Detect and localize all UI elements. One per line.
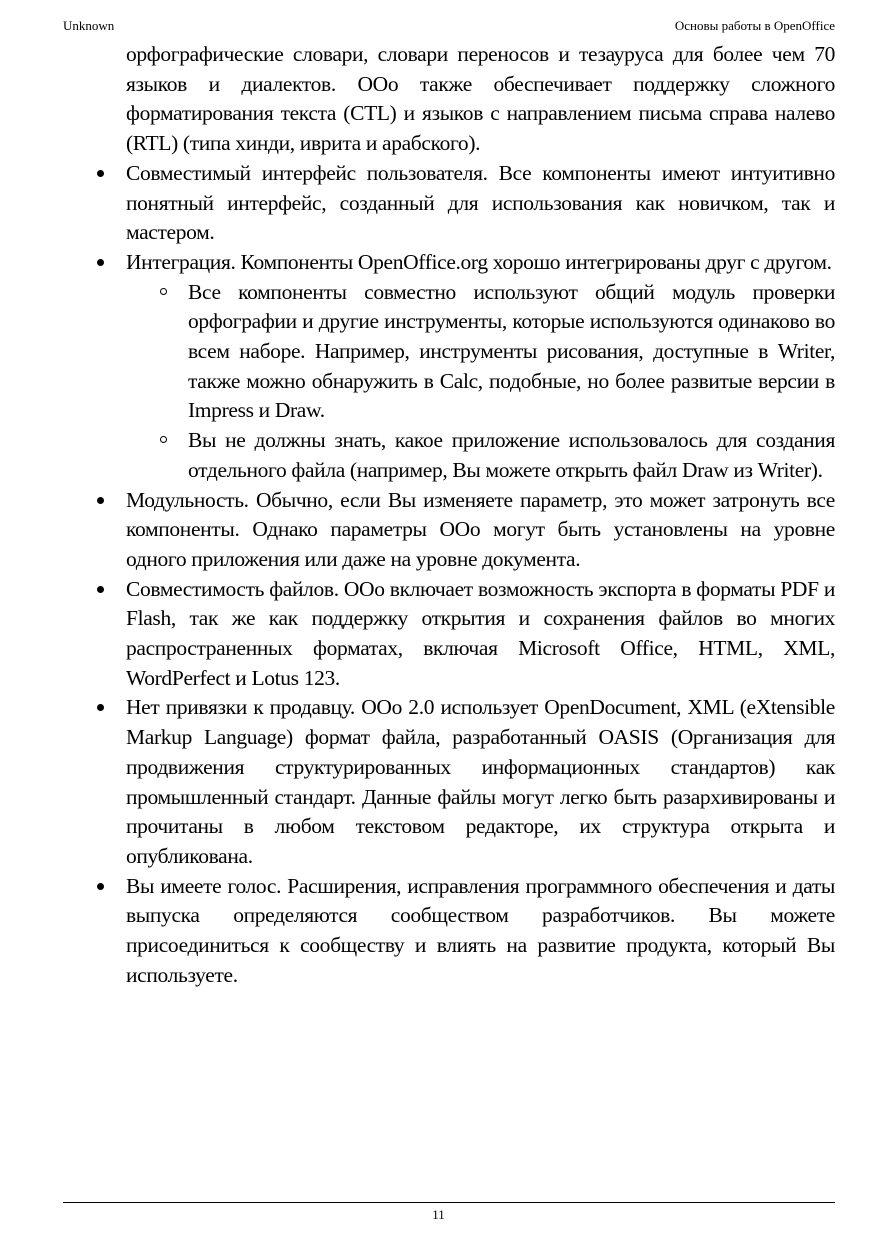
page-header xyxy=(63,16,835,36)
footer-divider xyxy=(63,1202,835,1203)
list-item-vendor-lock: Нет привязки к продавцу. OOo 2.0 использует OpenDocument, XML (eXtensible Markup Language) формат файла, разработанный OASIS (Организация для продвижения структурированных информационных стандартов) как промышленный стандарт. Данные файлы могут легко быть разархивированы и прочитаны в любом текстовом редакторе, их структура открыта и опубликована. xyxy=(126,693,835,871)
page-body xyxy=(126,40,835,991)
list-item-interface: Совместимый интерфейс пользователя. Все компоненты имеют интуитивно понятный интерфейс, созданный для использования как новичком, так и мастером. xyxy=(126,159,835,248)
integration-sub-list xyxy=(188,278,835,486)
sub-list-item-shared-modules: Все компоненты совместно используют общий модуль проверки орфографии и другие инструменты, которые используются одинаково во всем наборе. Например, инструменты рисования, доступные в Writer, также можно обнаружить в Calc, подобные, но более развитые версии в Impress и Draw. xyxy=(188,278,835,427)
intro-paragraph: орфографические словари, словари переносов и тезауруса для более чем 70 языков и диалектов. OOo также обеспечивает поддержку сложного форматирования текста (CTL) и языков с направлением письма справа налево (RTL) (типа хинди, иврита и арабского). xyxy=(126,42,835,156)
list-item-community-voice: Вы имеете голос. Расширения, исправления программного обеспечения и даты выпуска определяются сообществом разработчиков. Вы можете присоединиться к сообществу и влиять на развитие продукта, который Вы используете. xyxy=(126,872,835,991)
page-number: 11 xyxy=(432,1207,445,1222)
list-item-modularity: Модульность. Обычно, если Вы изменяете параметр, это может затронуть все компоненты. Однако параметры OOo могут быть установлены на уровне одного приложения или даже на уровне документа. xyxy=(126,486,835,575)
list-item-file-compatibility: Совместимость файлов. OOo включает возможность экспорта в форматы PDF и Flash, так же как поддержку открытия и сохранения файлов во многих распространенных форматах, включая Microsoft Office, HTML, XML, WordPerfect и Lotus 123. xyxy=(126,575,835,694)
header-document-title: Основы работы в OpenOffice xyxy=(674,18,835,33)
header-left-text: Unknown xyxy=(63,18,115,33)
sub-list-item-file-origin: Вы не должны знать, какое приложение использовалось для создания отдельного файла (например, Вы можете открыть файл Draw из Writer). xyxy=(188,426,835,485)
list-item-integration xyxy=(126,248,835,486)
feature-list xyxy=(126,159,835,991)
list-item-integration-text: Интеграция. Компоненты OpenOffice.org хорошо интегрированы друг с другом. xyxy=(126,249,832,274)
